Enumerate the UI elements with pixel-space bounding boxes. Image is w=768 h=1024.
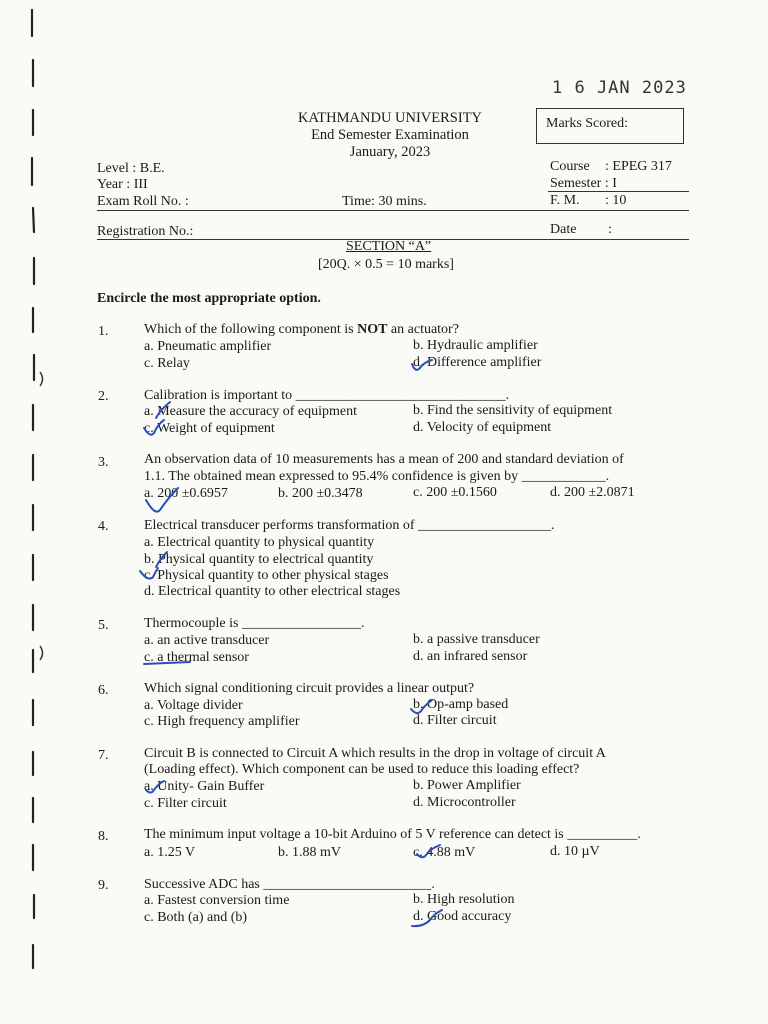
date-value: :: [608, 222, 612, 237]
instruction: Encircle the most appropriate option.: [97, 291, 321, 306]
binder-edge-marks: [0, 0, 50, 1024]
question-text: The minimum input voltage a 10-bit Arduino of 5 V reference can detect is __________.: [144, 827, 641, 842]
marks-scored-label: Marks Scored:: [546, 116, 629, 131]
fm-value: : 10: [605, 193, 627, 208]
option-d: d. 200 ±2.0871: [550, 485, 635, 500]
question-text: Successive ADC has ________________________.: [144, 877, 435, 892]
exam-date: January, 2023: [349, 144, 431, 160]
option-c: c. 200 ±0.1560: [413, 485, 497, 500]
question-number: 9.: [98, 878, 109, 893]
divider-line: [97, 210, 689, 211]
option-b: b. Physical quantity to electrical quantity: [144, 552, 374, 567]
question-number: 3.: [98, 455, 109, 470]
option-c: c. High frequency amplifier: [144, 714, 300, 729]
year-label: Year : III: [97, 177, 148, 192]
question-text: Which signal conditioning circuit provides a linear output?: [144, 681, 475, 696]
option-d: d. Filter circuit: [413, 713, 497, 728]
option-c: c. Filter circuit: [144, 796, 227, 811]
section-title: SECTION “A”: [346, 239, 432, 254]
option-c: c. Weight of equipment: [144, 421, 275, 436]
course-label: Course: [550, 159, 590, 174]
fm-label: F. M.: [550, 193, 580, 208]
option-b: b. Find the sensitivity of equipment: [413, 403, 613, 418]
question-number: 1.: [98, 324, 109, 339]
question-number: 4.: [98, 519, 109, 534]
question-text: Thermocouple is _________________.: [144, 616, 365, 631]
option-a: a. Voltage divider: [144, 698, 243, 713]
option-c: c. Physical quantity to other physical stages: [144, 568, 389, 583]
option-d: d. Velocity of equipment: [413, 420, 552, 435]
option-c: c. 4.88 mV: [413, 845, 476, 860]
question-number: 5.: [98, 618, 109, 633]
question-text: Electrical transducer performs transformation of ___________________.: [144, 518, 555, 533]
option-a: a. Fastest conversion time: [144, 893, 290, 908]
option-c: c. Both (a) and (b): [144, 910, 248, 925]
question-text: An observation data of 10 measurements has a mean of 200 and standard deviation of: [144, 452, 624, 467]
option-d: d. Electrical quantity to other electrical stages: [144, 584, 401, 599]
question-text: (Loading effect). Which component can be used to reduce this loading effect?: [144, 762, 580, 777]
question-number: 6.: [98, 683, 109, 698]
question-text: Circuit B is connected to Circuit A which results in the drop in voltage of circuit A: [144, 746, 606, 761]
option-d: d. Difference amplifier: [413, 355, 542, 370]
option-d: d. Good accuracy: [413, 909, 512, 924]
question-text: Which of the following component is NOT an actuator?: [144, 322, 459, 337]
section-marks: [20Q. × 0.5 = 10 marks]: [318, 257, 454, 272]
question-number: 7.: [98, 748, 109, 763]
exam-title: End Semester Examination: [311, 127, 469, 143]
question-text: 1.1. The obtained mean expressed to 95.4% confidence is given by ____________.: [144, 469, 610, 484]
time-label: Time: 30 mins.: [342, 194, 427, 209]
option-d: d. Microcontroller: [413, 795, 516, 810]
option-a: a. Pneumatic amplifier: [144, 339, 272, 354]
option-a: a. Measure the accuracy of equipment: [144, 404, 358, 419]
option-b: b. 1.88 mV: [278, 845, 341, 860]
option-b: b. High resolution: [413, 892, 515, 907]
option-b: b. Power Amplifier: [413, 778, 521, 793]
option-b: b. a passive transducer: [413, 632, 540, 647]
option-b: b. Op-amp based: [413, 697, 509, 712]
option-a: a. Electrical quantity to physical quantity: [144, 535, 375, 550]
level-label: Level : B.E.: [97, 161, 165, 176]
option-b: b. Hydraulic amplifier: [413, 338, 538, 353]
divider-line: [548, 191, 689, 192]
option-a: a. Unity- Gain Buffer: [144, 779, 265, 794]
exam-roll-label: Exam Roll No. :: [97, 194, 189, 209]
course-value: : EPEG 317: [605, 159, 672, 174]
option-d: d. an infrared sensor: [413, 649, 528, 664]
option-c: c. a thermal sensor: [144, 650, 249, 665]
option-a: a. 200 ±0.6957: [144, 486, 228, 501]
registration-label: Registration No.:: [97, 224, 194, 239]
question-number: 8.: [98, 829, 109, 844]
option-a: a. 1.25 V: [144, 845, 196, 860]
option-d: d. 10 µV: [550, 844, 600, 859]
option-b: b. 200 ±0.3478: [278, 486, 363, 501]
university-name: KATHMANDU UNIVERSITY: [297, 110, 483, 126]
option-a: a. an active transducer: [144, 633, 270, 648]
date-label: Date: [550, 222, 577, 237]
date-stamp: 1 6 JAN 2023: [552, 78, 687, 98]
question-number: 2.: [98, 389, 109, 404]
semester-label: Semester : I: [550, 176, 617, 191]
question-text: Calibration is important to ______________________________.: [144, 388, 510, 403]
option-c: c. Relay: [144, 356, 190, 371]
